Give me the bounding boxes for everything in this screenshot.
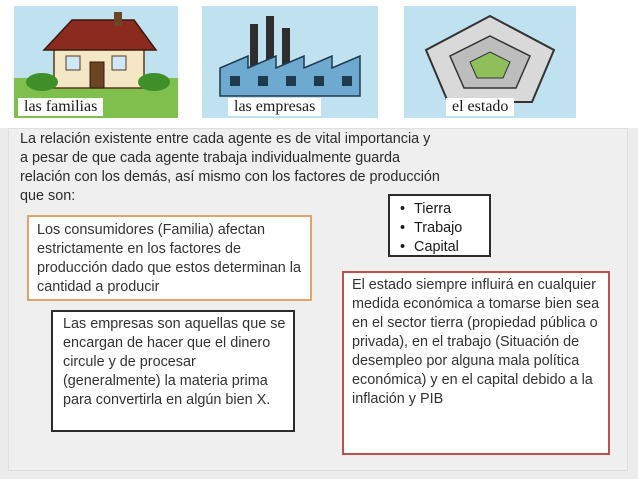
- factor-item: • Trabajo: [400, 219, 483, 238]
- families-card: [14, 6, 178, 118]
- companies-card: [202, 6, 378, 118]
- companies-label: las empresas: [228, 98, 321, 116]
- state-box: El estado siempre influirá en cualquier medida económica a tomarse bien sea en el sector tierra (propiedad pública o privada), en el trabajo (Situación de desempleo por alguna mala política económica) y en el capital debido a la inflación y PIB: [342, 271, 610, 455]
- factors-list: [400, 200, 483, 257]
- intro-paragraph: La relación existente entre cada agente es de vital importancia y a pesar de que cada agente trabaja individualmente guarda relación con los demás, así mismo con los factores de producción que son:: [20, 131, 440, 204]
- families-label: las familias: [18, 98, 103, 116]
- state-card: [404, 6, 576, 118]
- consumers-box: Los consumidores (Familia) afectan estrictamente en los factores de producción dado que estos determinan la cantidad a producir: [27, 215, 312, 301]
- factor-item: • Tierra: [400, 200, 483, 219]
- factor-item: • Capital: [400, 238, 483, 257]
- companies-box: Las empresas son aquellas que se encargan de hacer que el dinero circule y de procesar (generalmente) la materia prima para convertirla en algún bien X.: [51, 310, 295, 432]
- state-label: el estado: [446, 98, 514, 116]
- factors-box: [388, 194, 491, 257]
